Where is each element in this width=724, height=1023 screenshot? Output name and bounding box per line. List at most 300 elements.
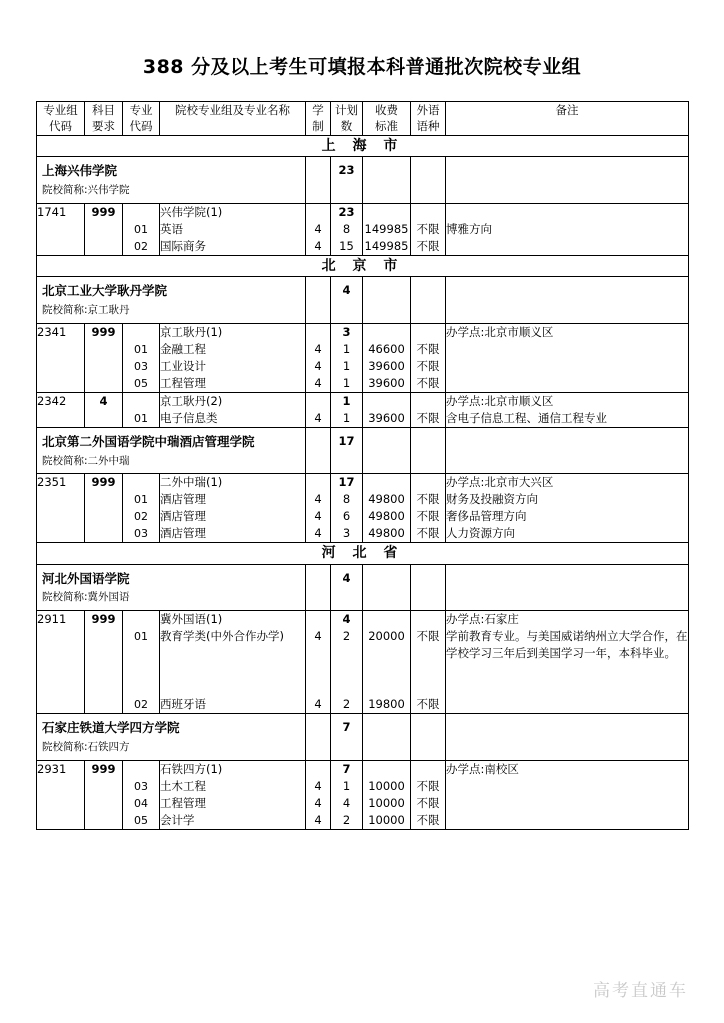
group-code-cell-line: 2342 xyxy=(37,393,67,408)
foreign-language-cell-line: 不限 xyxy=(416,410,440,425)
subject-requirement-cell-line xyxy=(85,375,122,392)
foreign-language-cell-line: 不限 xyxy=(416,526,440,541)
group-code-cell-line: 2911 xyxy=(37,612,67,627)
school-language-cell xyxy=(411,157,446,204)
major-name-cell-line: 工程管理 xyxy=(160,375,206,390)
group-code-cell-line xyxy=(37,795,84,812)
subject-requirement-cell xyxy=(85,474,123,543)
major-code-cell-line xyxy=(123,393,159,410)
major-code-cell-line: 05 xyxy=(134,813,148,827)
major-group-row xyxy=(37,611,689,714)
study-years-cell-line xyxy=(306,474,330,491)
school-info-cell xyxy=(37,157,306,204)
fee-standard-cell-line: 39600 xyxy=(368,410,405,425)
subject-requirement-cell xyxy=(85,323,123,392)
group-remark: 办学点:北京市大兴区 xyxy=(446,475,554,490)
foreign-language-cell-line: 不限 xyxy=(416,629,440,644)
column-header-plan xyxy=(331,101,363,135)
school-abbreviation: 院校简称:冀外国语 xyxy=(42,591,130,604)
study-years-cell-line: 4 xyxy=(314,221,322,236)
major-remark xyxy=(446,812,688,829)
plan-count-cell-line: 1 xyxy=(342,358,351,373)
column-header-line: 代码 xyxy=(129,119,153,134)
major-code-cell-line: 03 xyxy=(134,359,148,373)
group-code-cell-line xyxy=(37,238,84,255)
group-code-cell xyxy=(37,760,85,829)
plan-count-cell xyxy=(331,203,363,255)
school-remark-cell xyxy=(446,427,689,474)
major-code-cell-line: 01 xyxy=(134,493,148,507)
group-code-cell-line xyxy=(37,491,84,508)
major-remark xyxy=(446,358,688,375)
group-code-cell-line xyxy=(37,525,84,542)
study-years-cell-line: 4 xyxy=(314,410,322,425)
remark-cell xyxy=(446,323,689,392)
foreign-language-cell xyxy=(411,474,446,543)
school-years-cell xyxy=(306,564,331,611)
foreign-language-cell-line xyxy=(411,474,445,491)
major-name-cell-line: 教育学类(中外合作办学) xyxy=(160,629,284,644)
major-name-cell-line: 酒店管理 xyxy=(160,526,206,541)
study-years-cell-line: 4 xyxy=(314,492,322,507)
school-years-cell xyxy=(306,714,331,761)
plan-count-cell xyxy=(331,392,363,427)
study-years-cell-line: 4 xyxy=(314,812,322,827)
school-language-cell xyxy=(411,714,446,761)
fee-standard-cell-line: 39600 xyxy=(368,375,405,390)
plan-count-cell-line: 17 xyxy=(338,475,355,490)
study-years-cell-line: 4 xyxy=(314,358,322,373)
group-code-cell-line xyxy=(37,358,84,375)
study-years-cell xyxy=(306,474,331,543)
school-language-cell xyxy=(411,427,446,474)
school-total-plan: 4 xyxy=(331,277,363,324)
page-title: 388 分及以上考生可填报本科普通批次院校专业组 xyxy=(142,56,582,78)
study-years-cell xyxy=(306,392,331,427)
study-years-cell-line: 4 xyxy=(314,375,322,390)
study-years-cell-line: 4 xyxy=(314,697,322,712)
major-name-cell-line: 西班牙语 xyxy=(160,697,206,712)
school-header-row xyxy=(37,564,689,611)
major-name-cell xyxy=(160,474,306,543)
group-code-cell-line xyxy=(37,341,84,358)
major-code-cell-line: 04 xyxy=(134,796,148,810)
major-name-cell xyxy=(160,392,306,427)
foreign-language-cell-line: 不限 xyxy=(416,375,440,390)
foreign-language-cell xyxy=(411,760,446,829)
plan-count-cell-line: 4 xyxy=(342,612,351,627)
study-years-cell-line: 4 xyxy=(314,341,322,356)
subject-requirement-cell-line xyxy=(85,525,122,542)
column-header-line: 学 xyxy=(312,102,324,117)
remark-cell xyxy=(446,203,689,255)
group-code-cell xyxy=(37,323,85,392)
subject-requirement-cell-line xyxy=(85,778,122,795)
subject-requirement-cell-line xyxy=(85,812,122,829)
plan-count-cell xyxy=(331,611,363,714)
major-code-cell-line: 01 xyxy=(134,411,148,425)
column-header-line: 计划 xyxy=(335,102,358,117)
group-code-cell-line xyxy=(37,628,84,696)
column-header-language xyxy=(411,101,446,135)
major-group-row xyxy=(37,392,689,427)
foreign-language-cell-line: 不限 xyxy=(416,358,440,373)
plan-count-cell-line: 2 xyxy=(342,697,351,712)
plan-count-cell xyxy=(331,323,363,392)
school-language-cell xyxy=(411,564,446,611)
school-name: 上海兴伟学院 xyxy=(42,163,118,179)
school-remark-cell xyxy=(446,277,689,324)
major-remark xyxy=(446,341,688,358)
major-remark: 人力资源方向 xyxy=(446,526,515,541)
province-section-header xyxy=(37,136,689,157)
school-total-plan: 17 xyxy=(331,427,363,474)
column-header-remark xyxy=(446,101,689,135)
column-header-line: 标准 xyxy=(375,119,398,134)
plan-count-cell-line: 1 xyxy=(342,393,351,408)
school-header-row xyxy=(37,277,689,324)
fee-standard-cell-line: 149985 xyxy=(364,221,409,236)
school-fee-cell xyxy=(363,564,411,611)
foreign-language-cell xyxy=(411,392,446,427)
major-remark: 博雅方向 xyxy=(446,221,492,236)
plan-count-cell-line: 6 xyxy=(342,509,351,524)
group-remark: 办学点:石家庄 xyxy=(446,612,519,627)
school-fee-cell xyxy=(363,714,411,761)
fee-standard-cell-line: 149985 xyxy=(364,238,409,253)
fee-standard-cell xyxy=(363,760,411,829)
fee-standard-cell-line: 19800 xyxy=(368,697,405,712)
subject-requirement-cell-line: 999 xyxy=(91,475,116,490)
subject-requirement-cell-line xyxy=(85,341,122,358)
group-remark xyxy=(446,204,688,221)
province-name: 北 京 市 xyxy=(37,255,689,276)
fee-standard-cell xyxy=(363,203,411,255)
major-name-cell-line: 英语 xyxy=(160,221,183,236)
major-name-cell-line: 会计学 xyxy=(160,812,195,827)
group-remark: 办学点:北京市顺义区 xyxy=(446,324,554,339)
province-section-header xyxy=(37,255,689,276)
major-code-cell-line: 01 xyxy=(134,222,148,236)
foreign-language-cell-line: 不限 xyxy=(416,697,440,712)
column-header-years xyxy=(306,101,331,135)
fee-standard-cell xyxy=(363,611,411,714)
column-header-name xyxy=(160,101,306,135)
major-code-cell xyxy=(123,474,160,543)
column-header-line: 科目 xyxy=(92,102,115,117)
major-group-row xyxy=(37,203,689,255)
fee-standard-cell-line: 49800 xyxy=(368,509,405,524)
major-name-cell-line: 国际商务 xyxy=(160,238,206,253)
foreign-language-cell-line: 不限 xyxy=(416,341,440,356)
major-remark xyxy=(446,795,688,812)
major-name-cell-line: 土木工程 xyxy=(160,778,206,793)
school-header-row xyxy=(37,714,689,761)
column-header-line: 代码 xyxy=(49,119,72,134)
group-code-cell-line xyxy=(37,508,84,525)
foreign-language-cell-line: 不限 xyxy=(416,221,440,236)
group-remark: 办学点:北京市顺义区 xyxy=(446,393,554,408)
province-name: 河 北 省 xyxy=(37,543,689,564)
plan-count-cell xyxy=(331,474,363,543)
major-code-cell-line: 03 xyxy=(134,527,148,541)
remark-cell xyxy=(446,474,689,543)
foreign-language-cell xyxy=(411,203,446,255)
school-abbreviation: 院校简称:二外中瑞 xyxy=(42,454,130,467)
subject-requirement-cell-line xyxy=(85,508,122,525)
study-years-cell xyxy=(306,203,331,255)
group-code-cell-line: 2351 xyxy=(37,475,67,490)
column-header-group_code xyxy=(37,101,85,135)
school-info-cell xyxy=(37,564,306,611)
major-remark: 含电子信息工程、通信工程专业 xyxy=(446,410,607,425)
column-header-line: 语种 xyxy=(416,119,440,134)
column-header-line: 数 xyxy=(340,119,353,134)
subject-requirement-cell-line xyxy=(85,628,122,696)
fee-standard-cell-line xyxy=(363,474,410,491)
subject-requirement-cell-line xyxy=(85,238,122,255)
subject-requirement-cell-line xyxy=(85,221,122,238)
major-name-cell-line: 石铁四方(1) xyxy=(160,761,223,776)
group-code-cell xyxy=(37,474,85,543)
column-header-line: 专业 xyxy=(129,102,153,117)
subject-requirement-cell-line xyxy=(85,795,122,812)
foreign-language-cell-line xyxy=(411,393,445,410)
major-name-cell-line: 京工耿丹(2) xyxy=(160,393,223,408)
major-name-cell-line: 京工耿丹(1) xyxy=(160,324,223,339)
study-years-cell-line: 4 xyxy=(314,629,322,644)
major-name-cell-line: 兴伟学院(1) xyxy=(160,204,223,219)
province-section-header xyxy=(37,543,689,564)
school-info-cell xyxy=(37,714,306,761)
remark-cell xyxy=(446,611,689,714)
subject-requirement-cell xyxy=(85,203,123,255)
major-code-cell-line: 03 xyxy=(134,779,148,793)
study-years-cell-line: 4 xyxy=(314,509,322,524)
group-code-cell xyxy=(37,611,85,714)
major-code-cell xyxy=(123,760,160,829)
plan-count-cell-line: 7 xyxy=(342,761,351,776)
plan-count-cell-line: 8 xyxy=(342,221,351,236)
fee-standard-cell-line xyxy=(363,324,410,341)
subject-requirement-cell-line xyxy=(85,358,122,375)
school-total-plan: 23 xyxy=(331,157,363,204)
school-years-cell xyxy=(306,427,331,474)
foreign-language-cell xyxy=(411,611,446,714)
fee-standard-cell xyxy=(363,323,411,392)
column-header-line: 收费 xyxy=(375,102,398,117)
fee-standard-cell-line xyxy=(363,761,410,778)
subject-requirement-cell xyxy=(85,760,123,829)
school-name: 北京工业大学耿丹学院 xyxy=(42,283,168,299)
major-code-cell-line xyxy=(123,761,159,778)
foreign-language-cell-line xyxy=(411,761,445,778)
group-code-cell-line xyxy=(37,221,84,238)
plan-count-cell-line: 1 xyxy=(342,375,351,390)
major-remark xyxy=(446,778,688,795)
plan-count-cell-line: 3 xyxy=(342,324,351,339)
plan-count-cell-line: 2 xyxy=(342,812,351,827)
group-code-cell-line: 2341 xyxy=(37,324,67,339)
major-name-cell-line: 金融工程 xyxy=(160,341,206,356)
subject-requirement-cell-line xyxy=(85,696,122,713)
major-remark xyxy=(446,696,688,713)
major-code-cell-line xyxy=(123,474,159,491)
fee-standard-cell-line: 49800 xyxy=(368,492,405,507)
province-name: 上 海 市 xyxy=(37,136,689,157)
column-header-line: 备注 xyxy=(555,102,579,117)
school-language-cell xyxy=(411,277,446,324)
plan-count-cell-line: 2 xyxy=(342,629,351,644)
school-header-row xyxy=(37,427,689,474)
foreign-language-cell-line xyxy=(411,611,445,628)
major-group-row xyxy=(37,323,689,392)
major-group-row xyxy=(37,760,689,829)
major-name-cell-line: 工程管理 xyxy=(160,795,206,810)
group-code-cell xyxy=(37,392,85,427)
subject-requirement-cell-line xyxy=(85,410,122,427)
major-name-cell-line: 冀外国语(1) xyxy=(160,612,223,627)
table-header-row xyxy=(37,101,689,135)
major-code-cell-line: 01 xyxy=(134,342,148,356)
major-name-cell-line: 工业设计 xyxy=(160,358,206,373)
foreign-language-cell-line: 不限 xyxy=(416,795,440,810)
major-name-cell-line: 二外中瑞(1) xyxy=(160,475,223,490)
foreign-language-cell-line: 不限 xyxy=(416,238,440,253)
subject-requirement-cell-line: 999 xyxy=(91,324,116,339)
remark-cell xyxy=(446,760,689,829)
foreign-language-cell-line: 不限 xyxy=(416,812,440,827)
major-code-cell-line: 05 xyxy=(134,376,148,390)
fee-standard-cell-line: 10000 xyxy=(368,795,405,810)
school-name: 北京第二外国语学院中瑞酒店管理学院 xyxy=(42,433,255,449)
study-years-cell-line xyxy=(306,393,330,410)
foreign-language-cell-line: 不限 xyxy=(416,509,440,524)
group-code-cell-line xyxy=(37,375,84,392)
fee-standard-cell-line xyxy=(363,204,410,221)
study-years-cell xyxy=(306,760,331,829)
fee-standard-cell-line: 10000 xyxy=(368,812,405,827)
study-years-cell-line: 4 xyxy=(314,238,322,253)
column-header-major_code xyxy=(123,101,160,135)
remark-cell xyxy=(446,392,689,427)
plan-count-cell-line: 1 xyxy=(342,778,351,793)
school-years-cell xyxy=(306,157,331,204)
fee-standard-cell-line: 49800 xyxy=(368,526,405,541)
major-remark: 学前教育专业。与美国威诺纳州立大学合作，在学校学习三年后到美国学习一年，本科毕业。 xyxy=(446,629,688,661)
major-name-cell xyxy=(160,760,306,829)
school-fee-cell xyxy=(363,427,411,474)
study-years-cell-line xyxy=(306,761,330,778)
major-code-cell-line: 02 xyxy=(134,698,148,712)
column-header-subject_req xyxy=(85,101,123,135)
major-remark xyxy=(446,375,688,392)
major-code-cell-line: 01 xyxy=(134,630,148,644)
school-remark-cell xyxy=(446,714,689,761)
study-years-cell-line xyxy=(306,204,330,221)
major-code-cell-line: 02 xyxy=(134,510,148,524)
group-code-cell-line: 2931 xyxy=(37,761,67,776)
school-abbreviation: 院校简称:石铁四方 xyxy=(42,740,130,753)
plan-count-cell-line: 23 xyxy=(338,204,355,219)
fee-standard-cell xyxy=(363,474,411,543)
major-code-cell xyxy=(123,323,160,392)
study-years-cell-line: 4 xyxy=(314,795,322,810)
major-code-cell xyxy=(123,392,160,427)
subject-requirement-cell-line: 4 xyxy=(99,393,108,408)
foreign-language-cell-line xyxy=(411,204,445,221)
group-code-cell-line xyxy=(37,410,84,427)
school-fee-cell xyxy=(363,277,411,324)
school-name: 石家庄铁道大学四方学院 xyxy=(42,720,180,736)
major-remark: 财务及投融资方向 xyxy=(446,492,538,507)
major-remark: 奢侈品管理方向 xyxy=(446,509,527,524)
subject-requirement-cell-line xyxy=(85,491,122,508)
plan-count-cell-line: 4 xyxy=(342,795,351,810)
study-years-cell-line: 4 xyxy=(314,526,322,541)
group-remark: 办学点:南校区 xyxy=(446,761,519,776)
major-group-row xyxy=(37,474,689,543)
school-remark-cell xyxy=(446,157,689,204)
major-name-cell-line: 酒店管理 xyxy=(160,509,206,524)
column-header-line: 外语 xyxy=(416,102,440,117)
major-code-cell-line xyxy=(123,324,159,341)
plan-count-cell-line: 1 xyxy=(342,410,351,425)
school-years-cell xyxy=(306,277,331,324)
group-code-cell-line: 1741 xyxy=(37,204,67,219)
column-header-line: 要求 xyxy=(92,119,115,134)
plan-count-cell-line: 1 xyxy=(342,341,351,356)
school-abbreviation: 院校简称:兴伟学院 xyxy=(42,184,130,197)
school-abbreviation: 院校简称:京工耿丹 xyxy=(42,304,130,317)
fee-standard-cell-line xyxy=(363,393,410,410)
foreign-language-cell-line: 不限 xyxy=(416,492,440,507)
fee-standard-cell-line: 39600 xyxy=(368,358,405,373)
school-header-row xyxy=(37,157,689,204)
fee-standard-cell-line xyxy=(363,611,410,628)
study-years-cell-line: 4 xyxy=(314,778,322,793)
column-header-line: 专业组 xyxy=(43,102,78,117)
school-info-cell xyxy=(37,277,306,324)
group-code-cell-line xyxy=(37,778,84,795)
plan-count-cell xyxy=(331,760,363,829)
fee-standard-cell-line: 46600 xyxy=(368,341,405,356)
plan-count-cell-line: 15 xyxy=(339,238,354,253)
subject-requirement-cell-line: 999 xyxy=(91,204,116,219)
major-name-cell xyxy=(160,203,306,255)
group-code-cell-line xyxy=(37,812,84,829)
subject-requirement-cell-line: 999 xyxy=(91,761,116,776)
subject-requirement-cell xyxy=(85,392,123,427)
group-code-cell xyxy=(37,203,85,255)
foreign-language-cell-line: 不限 xyxy=(416,778,440,793)
fee-standard-cell-line: 20000 xyxy=(368,629,405,644)
subject-requirement-cell-line: 999 xyxy=(91,612,116,627)
plan-count-cell-line: 3 xyxy=(342,526,351,541)
study-years-cell-line xyxy=(306,611,330,628)
major-name-cell-line: 电子信息类 xyxy=(160,410,218,425)
major-code-cell xyxy=(123,203,160,255)
fee-standard-cell-line: 10000 xyxy=(368,778,405,793)
fee-standard-cell xyxy=(363,392,411,427)
subject-requirement-cell xyxy=(85,611,123,714)
admission-plan-table xyxy=(36,101,689,830)
column-header-line: 制 xyxy=(312,119,324,134)
group-code-cell-line xyxy=(37,696,84,713)
school-total-plan: 4 xyxy=(331,564,363,611)
column-header-line: 院校专业组及专业名称 xyxy=(175,102,290,117)
foreign-language-cell-line xyxy=(411,324,445,341)
